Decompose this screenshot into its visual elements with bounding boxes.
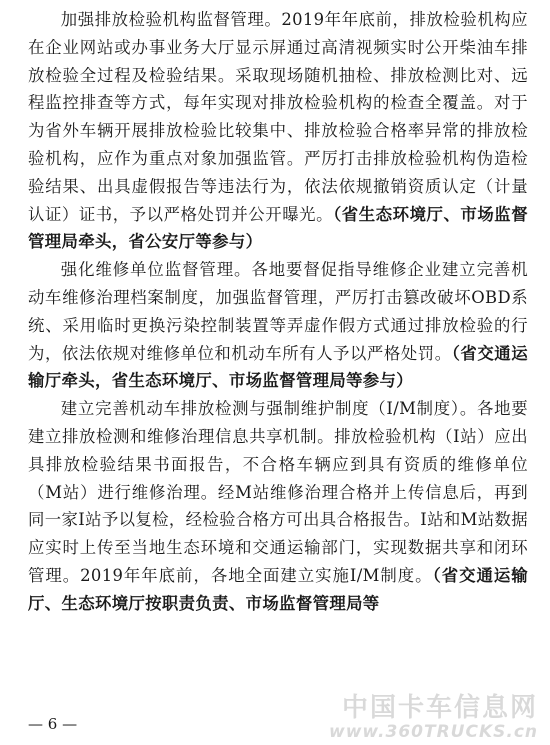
paragraph-emission-inspection <box>28 6 528 256</box>
paragraph-repair-supervision <box>28 256 528 395</box>
paragraph-2-responsible-note: （省交通运输厅牵头，省生态环境厅、市场监督管理局等参与） <box>28 343 528 391</box>
paragraph-1-body: 加强排放检验机构监督管理。2019年年底前，排放检验机构应在企业网站或办事业务大厅显示屏通过高清视频实时公开柴油车排放检验全过程及检验结果。采取现场随机抽检、排放检测比对、远程监控排查等方式，每年实现对排放检验机构的检查全覆盖。对于为省外车辆开展排放检验比较集中、排放检验合格率异常的排放检验机构，应作为重点对象加强监管。严厉打击排放检验机构伪造检验结果、出具虚假报告等违法行为，依法依规撤销资质认定（计量认证）证书，予以严格处罚并公开曝光。 <box>28 10 528 224</box>
paragraph-1-responsible-note: （省生态环境厅、市场监督管理局牵头，省公安厅等参与） <box>28 204 528 252</box>
paragraph-3-responsible-note: （省交通运输厅、生态环境厅按职责负责、市场监督管理局等 <box>28 565 528 613</box>
document-page <box>28 6 528 618</box>
site-watermark <box>329 693 538 741</box>
paragraph-3-body: 建立完善机动车排放检测与强制维护制度（I/M制度）。各地要建立排放检测和维修治理信息共享机制。排放检验机构（I站）应出具排放检验结果书面报告，不合格车辆应到具有资质的维修单位（M站）进行维修治理。经M站维修治理合格并上传信息后，再到同一家I站予以复检，经检验合格方可出具合格报告。I站和M站数据应实时上传至当地生态环境和交通运输部门，实现数据共享和闭环管理。2019年年底前，各地全面建立实施I/M制度。 <box>28 399 528 585</box>
paragraph-im-system <box>28 395 528 617</box>
watermark-text-en: www.360TRUCKS.cn <box>329 722 538 742</box>
paragraph-2-body: 强化维修单位监督管理。各地要督促指导维修企业建立完善机动车维修治理档案制度，加强监督管理，严厉打击篡改破坏OBD系统、采用临时更换污染控制装置等弄虚作假方式通过排放检验的行为，依法依规对维修单位和机动车所有人予以严格处罚。 <box>28 260 528 363</box>
page-number: — 6 — <box>28 715 78 733</box>
watermark-text-cn: 中国卡车信息网 <box>341 693 538 723</box>
